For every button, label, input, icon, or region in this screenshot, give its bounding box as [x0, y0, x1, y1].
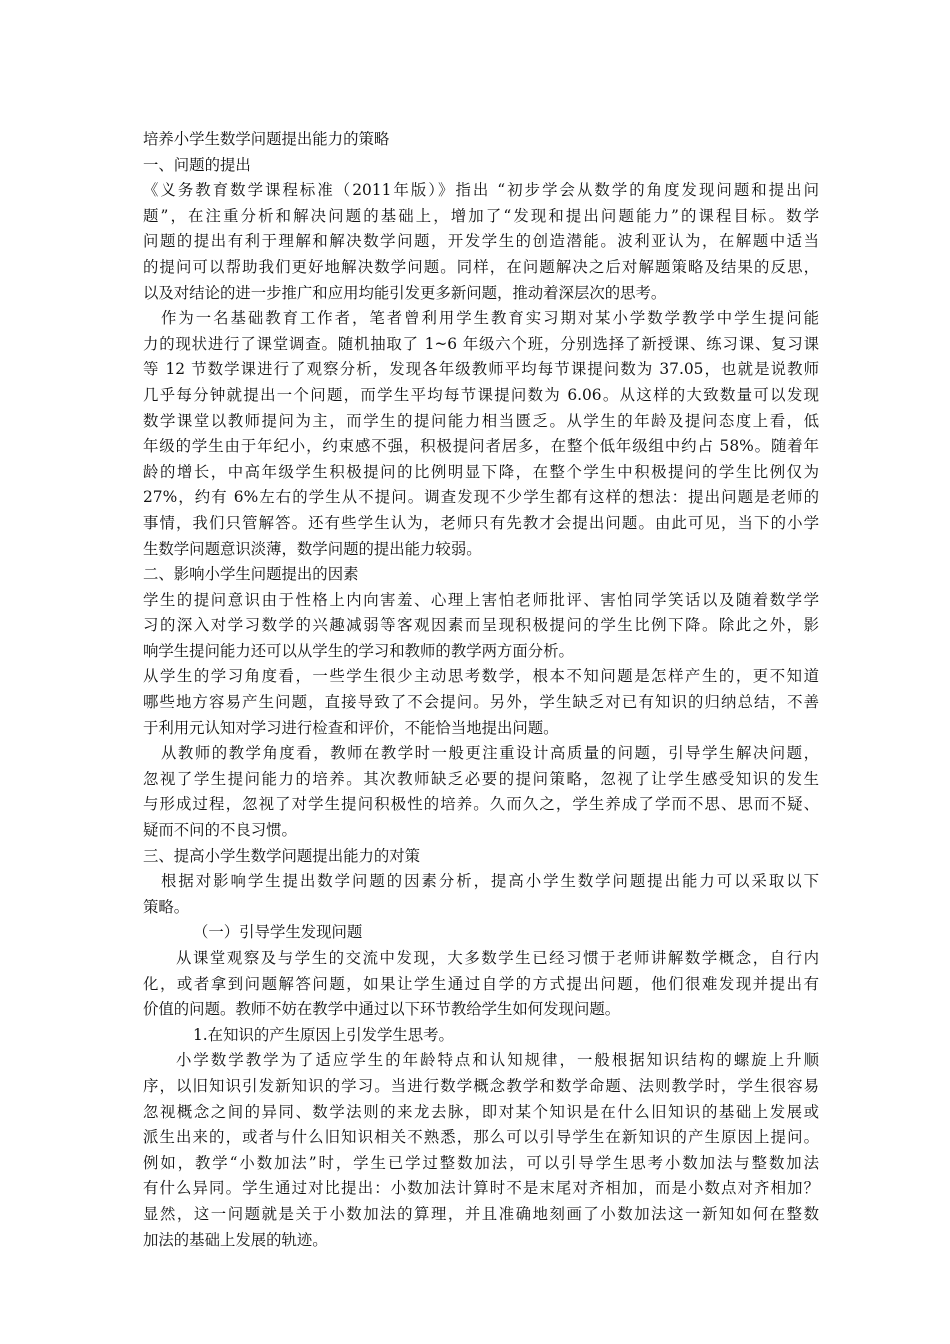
paragraph-line: 27%，约有 6%左右的学生从不提问。调查发现不少学生都有这样的想法：提出问题是老师的 [143, 488, 819, 507]
paragraph-line: 等 12 节数学课进行了观察分析，发现各年级教师平均每节课提问数为 37.05，也就是说教师 [143, 360, 819, 379]
paragraph-line: 以及对结论的进一步推广和应用均能引发更多新问题，推动着深层次的思考。 [143, 283, 667, 302]
paragraph-line: 几乎每分钟就提出一个问题，而学生平均每节课提问数为 6.06。从这样的大致数量可以发现 [143, 385, 819, 404]
section-heading: 一、问题的提出 [143, 155, 251, 174]
paragraph-line: 龄的增长，中高年级学生积极提问的比例明显下降，在整个学生中积极提问的学生比例仅为 [143, 462, 819, 481]
paragraph-line: 忽视了学生提问能力的培养。其次教师缺乏必要的提问策略，忽视了让学生感受知识的发生 [143, 769, 819, 788]
paragraph-line: 派生出来的，或者与什么旧知识相关不熟悉，那么可以引导学生在新知识的产生原因上提问。 [143, 1128, 819, 1147]
paragraph-line: 事情，我们只管解答。还有些学生认为，老师只有先教才会提出问题。由此可见，当下的小学 [143, 513, 819, 532]
document-body [143, 127, 819, 1253]
paragraph-line: 于利用元认知对学习进行检查和评价，不能恰当地提出问题。 [143, 718, 559, 737]
paragraph-line: 序，以旧知识引发新知识的学习。当进行数学概念教学和数学命题、法则教学时，学生很容易 [143, 1076, 819, 1095]
paragraph-line: 策略。 [143, 897, 190, 916]
section-heading: 二、影响小学生问题提出的因素 [143, 565, 359, 584]
paragraph-line: 响学生提问能力还可以从学生的学习和教师的教学两方面分析。 [143, 641, 574, 660]
document-title: 培养小学生数学问题提出能力的策略 [143, 130, 390, 148]
paragraph-line: 生数学问题意识淡薄，数学问题的提出能力较弱。 [143, 539, 482, 558]
paragraph-line: 与形成过程，忽视了对学生提问积极性的培养。久而久之，学生养成了学而不思、思而不疑、 [143, 795, 819, 814]
paragraph-line: 疑而不问的不良习惯。 [143, 821, 297, 840]
paragraph-line: 习的深入对学习数学的兴趣减弱等客观因素而呈现积极提问的学生比例下降。除此之外，影 [143, 616, 819, 635]
paragraph-line: 显然，这一问题就是关于小数加法的算理，并且准确地刻画了小数加法这一新知如何在整数 [143, 1204, 819, 1223]
paragraph-line: 的提问可以帮助我们更好地解决数学问题。同样，在问题解决之后对解题策略及结果的反思， [143, 257, 819, 276]
paragraph-line: 根据对影响学生提出数学问题的因素分析，提高小学生数学问题提出能力可以采取以下 [161, 872, 819, 891]
paragraph-line: 忽视概念之间的异同、数学法则的来龙去脉，即对某个知识是在什么旧知识的基础上发展或 [143, 1102, 819, 1121]
paragraph-line: 年级的学生由于年纪小，约束感不强，积极提问者居多，在整个低年级组中约占 58%。随着年 [143, 437, 819, 456]
paragraph-line: 从教师的教学角度看，教师在教学时一般更注重设计高质量的问题，引导学生解决问题， [161, 744, 819, 763]
paragraph-line: 数学课堂以教师提问为主，而学生的提问能力相当匮乏。从学生的年龄及提问态度上看，低 [143, 411, 819, 430]
paragraph-line: 化，或者拿到问题解答问题，如果让学生通过自学的方式提出问题，他们很难发现并提出有 [143, 974, 819, 993]
paragraph-line: 问题的提出有利于理解和解决数学问题，开发学生的创造潜能。波利亚认为，在解题中适当 [143, 232, 819, 251]
paragraph-line: 有什么异同。学生通过对比提出：小数加法计算时不是末尾对齐相加，而是小数点对齐相加？ [143, 1179, 819, 1198]
paragraph-line: 加法的基础上发展的轨迹。 [143, 1230, 328, 1249]
paragraph-line: 小学数学教学为了适应学生的年龄特点和认知规律，一般根据知识结构的螺旋上升顺 [176, 1051, 819, 1070]
section-heading: 三、提高小学生数学问题提出能力的对策 [143, 846, 421, 865]
paragraph-line: 1.在知识的产生原因上引发学生思考。 [193, 1025, 454, 1044]
subsection-heading: （一）引导学生发现问题 [193, 923, 363, 942]
paragraph-line: 哪些地方容易产生问题，直接导致了不会提问。另外，学生缺乏对已有知识的归纳总结，不善 [143, 693, 819, 712]
paragraph-line: 题”，在注重分析和解决问题的基础上，增加了“发现和提出问题能力”的课程目标。数学 [143, 206, 819, 225]
paragraph-line: 力的现状进行了课堂调查。随机抽取了 1~6 年级六个班，分别选择了新授课、练习课、复习课 [143, 334, 819, 353]
paragraph-line: 从课堂观察及与学生的交流中发现，大多数学生已经习惯于老师讲解数学概念，自行内 [176, 949, 819, 967]
paragraph-line: 从学生的学习角度看，一些学生很少主动思考数学，根本不知问题是怎样产生的，更不知道 [143, 667, 819, 686]
paragraph-line: 例如，教学“小数加法”时，学生已学过整数加法，可以引导学生思考小数加法与整数加法 [143, 1153, 819, 1172]
paragraph-line: 《义务教育数学课程标准（2011年版）》指出 “初步学会从数学的角度发现问题和提出问 [143, 181, 819, 200]
paragraph-line: 价值的问题。教师不妨在教学中通过以下环节教给学生如何发现问题。 [143, 1000, 621, 1019]
paragraph-line: 作为一名基础教育工作者，笔者曾利用学生教育实习期对某小学数学教学中学生提问能 [161, 309, 819, 328]
paragraph-line: 学生的提问意识由于性格上内向害羞、心理上害怕老师批评、害怕同学笑话以及随着数学学 [143, 590, 819, 609]
